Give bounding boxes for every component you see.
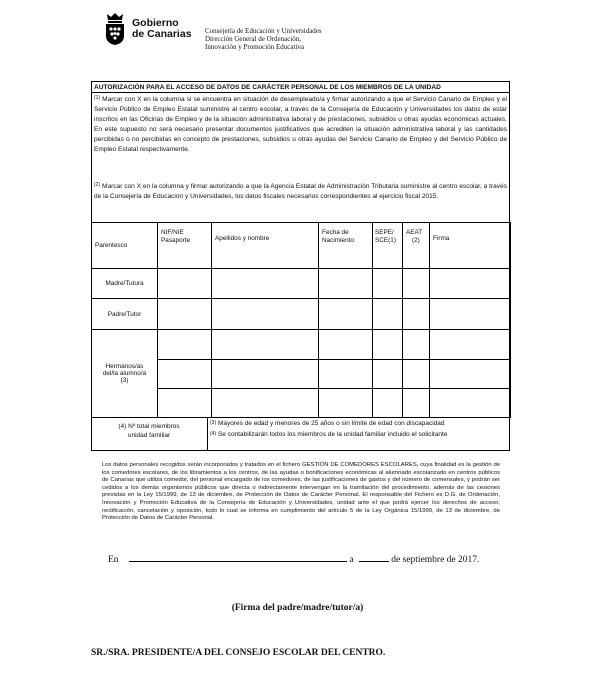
a-label: a (349, 555, 354, 565)
col-aeat: AEAT (2) (403, 223, 430, 269)
cell-input[interactable] (212, 299, 319, 330)
cell-checkbox[interactable] (403, 360, 430, 389)
table-row (92, 299, 511, 330)
form-title: AUTORIZACIÓN PARA EL ACCESO DE DATOS DE CARÁCTER PERSONAL DE LOS MIEMBROS DE LA UNIDAD (92, 82, 509, 93)
col-apellidos: Apellidos y nombre (212, 223, 319, 269)
note-1-mark: (1) (94, 95, 101, 101)
col-fecha: Fecha de Nacimiento (319, 223, 373, 269)
org-line-1: Gobierno (132, 17, 179, 29)
cell-input[interactable] (319, 389, 373, 418)
col-nif: NIF/NIE Pasaporte (158, 223, 212, 269)
cell-checkbox[interactable] (403, 389, 430, 418)
data-protection-notice: Los datos personales recogidos serán incorporados y tratados en el fichero GESTIÓN DE COMEDORES ESCOLARES, cuya finalidad es la gestión de los comedores escolares, de los libramientos a los centros, de las ayudas o bonificaciones económicas al alumnado escolarizado en centros públicos de Canarias que utiliza comedor, del personal encargado de los comedores, de las justificaciones de gastos y del número de comensales, y podrán ser cedidos a los demás organismos públicos que directa o indirectamente intervengan en la tramitación del procedimiento, además de las cesiones previstas en la Ley 15/1999, de 13 de diciembre, de Protección de Datos de Carácter Personal. El responsable del Fichero es D.G. de Ordenación, Innovación y Promoción Educativa de la Consejería de Educación y Universidades, unidad ante el que podrá ejercer los derechos de acceso, rectificación, cancelación y oposición, todo lo cual se informa en cumplimiento del artículo 5 de la Ley Orgánica 15/1999, de 13 de diciembre, de Protección de Datos de Carácter Personal. (102, 462, 500, 522)
coat-of-arms-icon (103, 12, 127, 46)
cell-checkbox[interactable] (373, 299, 403, 330)
table-header-row (92, 223, 511, 269)
col-sepe: SEPE/ SCE(1) (373, 223, 403, 269)
note-1-text: Marcar con X en la columna si se encuentra en situación de desempleado/a y firmar autorizando a que el Servicio Canario de Empleo y el Servicio Público de Empleo Estatal suministre al centro escolar, a través de la Consejería de Educación y Universidades los datos de estar inscritos en las Oficinas de Empleo y de la situación administrativa laboral y de prestaciones, subsidios u otras ayudas económicas actuales. En este supuesto no será necesario presentar documentos justificativos que acrediten la situación administrativa laboral y las cantidades percibidas o no percibidas en concepto de prestaciones, subsidios u otras ayudas del Servicio Canario de Empleo y del Servicio Público de Empleo Estatal respectivamente. (94, 96, 507, 153)
cell-input[interactable] (158, 269, 212, 299)
note-3: $^{(3)}$ Mayores de edad y menores de 25 años o sin límite de edad con discapacidad (210, 420, 445, 427)
header-logo (103, 12, 192, 46)
day-field[interactable] (359, 553, 389, 562)
cell-signature[interactable] (430, 389, 511, 418)
note-2 (94, 182, 507, 202)
cell-input[interactable] (158, 360, 212, 389)
row-label-madre: Madre/Tutura (92, 269, 158, 299)
cell-signature[interactable] (430, 330, 511, 360)
cell-input[interactable] (212, 389, 319, 418)
table-row (92, 330, 511, 360)
dept-line-3: Innovación y Promoción Educativa (205, 43, 304, 51)
total-members-label[interactable]: (4) Nº total miembros unidad familiar (91, 417, 208, 451)
note-2-mark: (2) (94, 182, 101, 188)
cell-checkbox[interactable] (373, 360, 403, 389)
date-tail: de septiembre de 2017. (391, 555, 480, 565)
en-label: En (108, 555, 119, 565)
family-members-table (91, 222, 511, 418)
cell-signature[interactable] (430, 299, 511, 330)
addressee: SR./SRA. PRESIDENTE/A DEL CONSEJO ESCOLAR DEL CENTRO. (91, 648, 386, 658)
row-label-padre: Padre/Tutor (92, 299, 158, 330)
cell-input[interactable] (158, 389, 212, 418)
cell-input[interactable] (212, 330, 319, 360)
cell-input[interactable] (319, 360, 373, 389)
org-line-2: de Canarias (132, 28, 192, 40)
department-block (205, 27, 322, 51)
note-2-text: Marcar con X en la columna y firmar autorizando a que la Agencia Estatal de Administración Tributaria suministre al centro escolar, a través de la Consejería de Educación y Universidades, los datos fiscales necesarios correspondientes al ejercicio fiscal 2015. (94, 183, 507, 200)
cell-checkbox[interactable] (403, 330, 430, 360)
cell-input[interactable] (158, 330, 212, 360)
cell-input[interactable] (212, 360, 319, 389)
cell-input[interactable] (319, 269, 373, 299)
note-4: $^{(4)}$ Se contabilizarán todos los miembros de la unidad familiar incluido el solicitante (210, 431, 448, 438)
dept-line-1: Consejería de Educación y Universidades (205, 27, 322, 35)
col-firma: Firma (430, 223, 511, 269)
cell-signature[interactable] (430, 360, 511, 389)
note-1 (94, 95, 507, 154)
dept-line-2: Dirección General de Ordenación, (205, 35, 302, 43)
cell-input[interactable] (158, 299, 212, 330)
cell-input[interactable] (212, 269, 319, 299)
place-date-line (108, 553, 479, 565)
cell-checkbox[interactable] (403, 299, 430, 330)
table-row (92, 269, 511, 299)
organization-name (132, 18, 192, 40)
place-field[interactable] (129, 553, 347, 562)
cell-signature[interactable] (430, 269, 511, 299)
col-parentesco: Parentesco (92, 223, 158, 269)
row-label-hermanos: Hermanos/as del/la alumno/a (3) (92, 330, 158, 418)
cell-input[interactable] (319, 330, 373, 360)
cell-checkbox[interactable] (373, 330, 403, 360)
cell-checkbox[interactable] (373, 269, 403, 299)
signature-label: (Firma del padre/madre/tutor/a) (231, 603, 364, 613)
cell-checkbox[interactable] (373, 389, 403, 418)
footnotes (210, 418, 508, 440)
cell-checkbox[interactable] (403, 269, 430, 299)
cell-input[interactable] (319, 299, 373, 330)
